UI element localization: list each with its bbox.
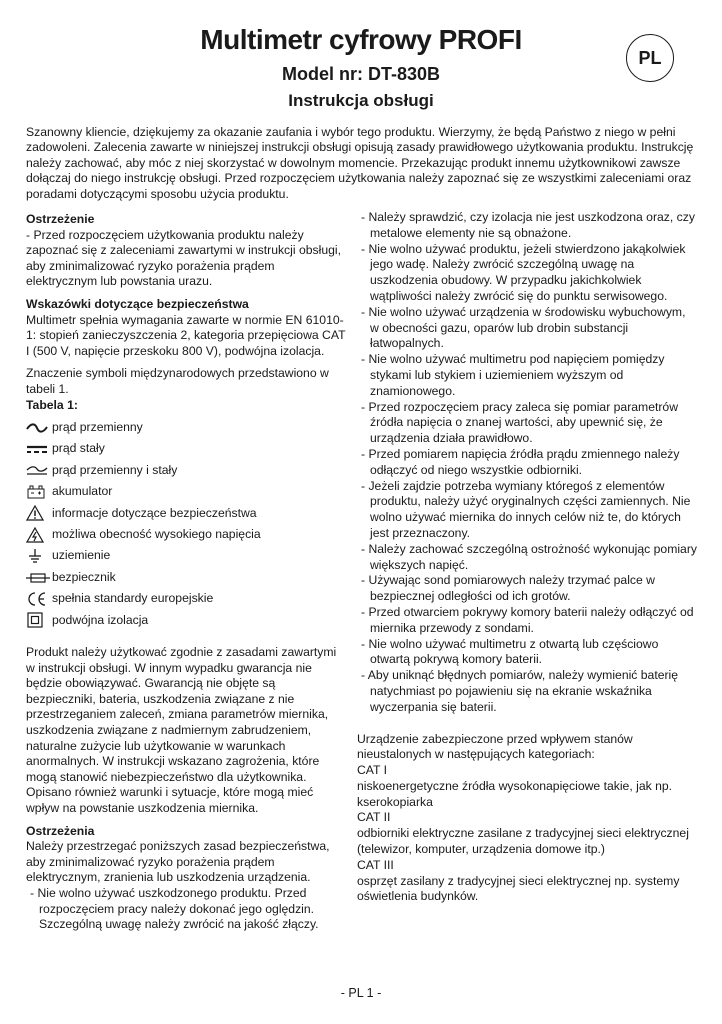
double-insulation-icon <box>26 612 52 628</box>
list-item: - Przed pomiarem napięcia źródła prądu zmiennego należy odłączyć od niego wszystkie odbiorniki. <box>357 447 697 479</box>
symbol-row <box>26 524 346 545</box>
list-item: - Należy sprawdzić, czy izolacja nie jest uszkodzona oraz, czy metalowe elementy nie są obnażone. <box>357 210 697 242</box>
list-item: - Nie wolno używać uszkodzonego produktu. Przed rozpoczęciem pracy należy dokonać jego oględzin. Szczególną uwagę należy zwrócić na jakość złączy. <box>26 886 346 933</box>
symbol-row <box>26 460 346 481</box>
symbol-label: prąd stały <box>52 441 105 456</box>
right-column <box>357 210 697 905</box>
warnings-text: Należy przestrzegać poniższych zasad bezpieczeństwa, aby zminimalizować ryzyko porażenia prądem elektrycznym, zranienia lub uszkodzenia urządzenia. <box>26 839 330 885</box>
category-text: niskoenergetyczne źródła wysokonapięciowe takie, jak np. kserokopiarka <box>357 778 673 809</box>
list-item: - Nie wolno używać urządzenia w środowisku wybuchowym, w obecności gazu, oparów lub drobin substancji łatwopalnych. <box>357 305 697 352</box>
symbol-label: możliwa obecność wysokiego napięcia <box>52 526 261 541</box>
page-number: - PL 1 - <box>340 986 382 1000</box>
list-item: - Aby uniknąć błędnych pomiarów, należy wymienić baterię natychmiast po pojawieniu się na ekranie wskaźnika wyczerpania się baterii. <box>357 668 697 715</box>
document-title: Multimetr cyfrowy PROFI <box>200 24 522 55</box>
category-text: odbiorniki elektryczne zasilane z tradycyjnej sieci elektrycznej (telewizor, komputer, urządzenia domowe itp.) <box>357 826 689 857</box>
category-label: CAT I <box>357 763 388 778</box>
symbol-row <box>26 545 346 566</box>
list-item: - Nie wolno używać multimetru z otwartą lub częściowo otwartą pokrywą komory baterii. <box>357 637 697 669</box>
symbol-row <box>26 567 346 588</box>
intro-paragraph: Szanowny kliencie, dziękujemy za okazanie zaufania i wybór tego produktu. Wierzymy, że będą Państwo z niego w pełni zadowoleni. Zalecenia zawarte w niniejszej instrukcji obsługi opisują zasady prawidłowego użytkowania produktu. Instrukcję należy zachować, aby móc z niej skorzystać w dowolnym momencie. Przekazując produkt innemu użytkownikowi zawsze dołączaj do niego instrukcję obsługi. Przed rozpoczęciem użytkowania należy zapoznać się ze wszystkimi zaleceniami oraz poradami dotyczącymi sposobu użycia produktu. <box>26 125 694 201</box>
warranty-text: Produkt należy użytkować zgodnie z zasadami zawartymi w instrukcji obsługi. W innym wypadku gwarancja nie będzie obowiązywać. Gwarancją nie objęte są bezpieczniki, bateria, uszkodzenia związane z nie przestrzeganiem zaleceń, zmiana parametrów miernika, uszkodzenia związane z nadmiernym zabrudzeniem, naturalne zużycie lub użytkowanie w warunkach anormalnych. W instrukcji wskazano zagrożenia, które mogą stanowić niebezpieczeństwo dla użytkownika. Opisano również warunki i sytuacje, które mogą mieć wpływ na powstanie uszkodzenia miernika. <box>26 645 337 815</box>
high-voltage-icon <box>26 527 52 543</box>
battery-icon <box>26 484 52 500</box>
model-number: Model nr: DT-830B <box>281 64 441 84</box>
symbol-row <box>26 481 346 502</box>
fuse-icon <box>26 570 52 586</box>
left-column <box>26 212 346 933</box>
document-subtitle: Instrukcja obsługi <box>288 91 434 110</box>
symbol-row <box>26 439 346 460</box>
symbols-intro: Znaczenie symboli międzynarodowych przedstawiono w tabeli 1. <box>26 366 329 396</box>
symbol-row <box>26 503 346 524</box>
category-label: CAT II <box>357 810 391 825</box>
warnings-list <box>26 886 346 933</box>
language-badge: PL <box>626 34 674 82</box>
symbol-label: prąd przemienny i stały <box>52 462 178 477</box>
list-item: - Przed otwarciem pokrywy komory baterii należy odłączyć od miernika przewody z sondami. <box>357 605 697 637</box>
symbol-row <box>26 610 346 631</box>
symbol-row <box>26 417 346 438</box>
symbol-label: informacje dotyczące bezpieczeństwa <box>52 505 257 520</box>
ground-icon <box>26 548 52 564</box>
list-item: - Należy zachować szczególną ostrożność wykonując pomiary większych napięć. <box>357 542 697 574</box>
category-label: CAT III <box>357 857 394 872</box>
table-heading: Tabela 1: <box>26 397 78 412</box>
ac-icon <box>26 420 52 436</box>
symbol-label: akumulator <box>52 484 113 499</box>
symbol-label: prąd przemienny <box>52 420 143 435</box>
symbol-label: uziemienie <box>52 548 111 563</box>
symbol-label: podwójna izolacja <box>52 612 149 627</box>
ce-icon <box>26 591 52 607</box>
warnings-heading: Ostrzeżenia <box>26 823 95 838</box>
safety-rules-list <box>357 210 697 716</box>
symbols-table <box>26 417 346 631</box>
categories-intro: Urządzenie zabezpieczone przed wpływem stanów nieustalonych w następujących kategoriach: <box>357 731 633 762</box>
symbol-row <box>26 588 346 609</box>
symbol-label: bezpiecznik <box>52 569 116 584</box>
warning-triangle-icon <box>26 505 52 521</box>
list-item: - Przed rozpoczęciem pracy zaleca się pomiar parametrów źródła napięcia o znanej wartości, aby upewnić się, że urządzenia działa prawidłowo. <box>357 400 697 447</box>
dc-icon <box>26 441 52 457</box>
warning-heading: Ostrzeżenie <box>26 212 95 226</box>
list-item: - Używając sond pomiarowych należy trzymać palce w bezpiecznej odległości od ich grotów. <box>357 573 697 605</box>
list-item: - Jeżeli zajdzie potrzeba wymiany któregoś z elementów produktu, należy użyć oryginalnych części zamiennych. Nie wolno używać miernika do innych celów niż te, do których jest przeznaczony. <box>357 479 697 542</box>
symbol-label: spełnia standardy europejskie <box>52 591 214 606</box>
category-text: osprzęt zasilany z tradycyjnej sieci elektrycznej np. systemy oświetlenia budynków. <box>357 873 680 904</box>
safety-heading: Wskazówki dotyczące bezpieczeństwa <box>26 296 249 311</box>
list-item: - Nie wolno używać multimetru pod napięciem pomiędzy stykami lub stykiem i uziemieniem wyższym od znamionowego. <box>357 352 697 399</box>
safety-text: Multimetr spełnia wymagania zawarte w normie EN 61010-1: stopień zanieczyszczenia 2, kategoria przepięciowa CAT I (500 V, napięcie przeskoku 800 V), podwójna izolacja. <box>26 312 346 358</box>
ac-dc-icon <box>26 463 52 479</box>
list-item: - Nie wolno używać produktu, jeżeli stwierdzono jakąkolwiek jego wadę. Należy zwrócić szczególną uwagę na uszkodzenia obudowy. W przypadku jakichkolwiek wątpliwości należy zwrócić się do punktu serwisowego. <box>357 242 697 305</box>
warning-text: - Przed rozpoczęciem użytkowania produktu należy zapoznać się z zaleceniami zawartymi w instrukcji obsługi, aby zminimalizować ryzyko porażenia prądem elektrycznym lub powstania urazu. <box>26 227 341 289</box>
